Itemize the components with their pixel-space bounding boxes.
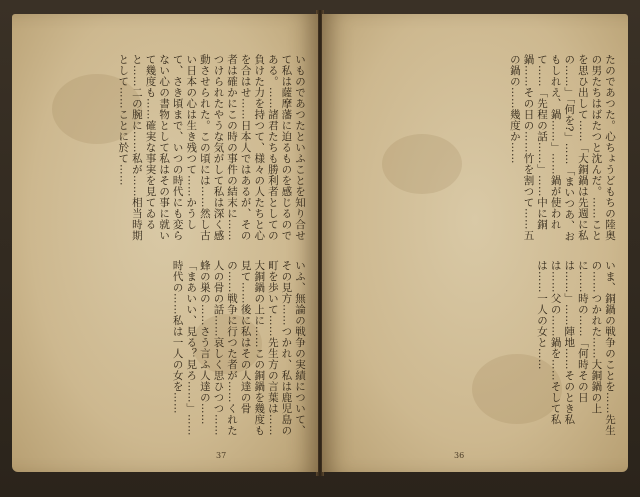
- right-lower-text: いま、銅鍋の戦争のことを……先生の……つかれた……大銅鍋の上に……時の……「何時その日は……」……陣地……そのとき私は……父の……鍋を……そして私は……一人の女と……: [536, 260, 616, 436]
- left-lower-text: いふ、無論の戦争の実績について、その見方……つかれ、私は鹿児島の町を歩いて……先生方の言葉は……大銅鍋の上に……この銅鍋を幾度も見て……後に私はその人達の骨の……戦争に行つた者が……くれた人の骨の話……哀しく思ひつつ……蜂の巣の……さう言ふ人達の……「まあいい、見る？見ろ……」……時代の……私は一人の女を……: [171, 260, 306, 436]
- left-page: [12, 14, 318, 472]
- page-number-right: 36: [454, 451, 465, 460]
- page-number-left: 37: [216, 451, 227, 460]
- left-upper-text: いものであつたといふことを知り合せて私は薩摩藩に迫るものを感じるのである。……諸君たちも勝利者としての負けた力を持つて、様々の人たちと心を合はせ……日本人ではあるが、その者は確かにこの時の事件の結末に……つけられたやうな気がして私は深く感動させられた。この頃には……然し古い日本の心は生き残つて……かうして、さき頃まで、いつの時代にも変らない心の書物として私はその事に就いて幾度も……確実な事実を見てゐると……二の腕に……私が……相当時期として……ことに於て……: [117, 54, 306, 241]
- right-page: [322, 14, 628, 472]
- right-upper-text: たのであつた。心ちょうどもちの陸奥の男たちはばたつと沈んだ。……ことを思ひ出して……「大銅鍋は先週に私の……」「何を?」……「まいつあ、おもしれえ、鍋……」……鍋が使われて……「先程の話……」……中に銅鍋……その日の……竹を割つて……五の鍋の……幾度か……: [508, 54, 616, 242]
